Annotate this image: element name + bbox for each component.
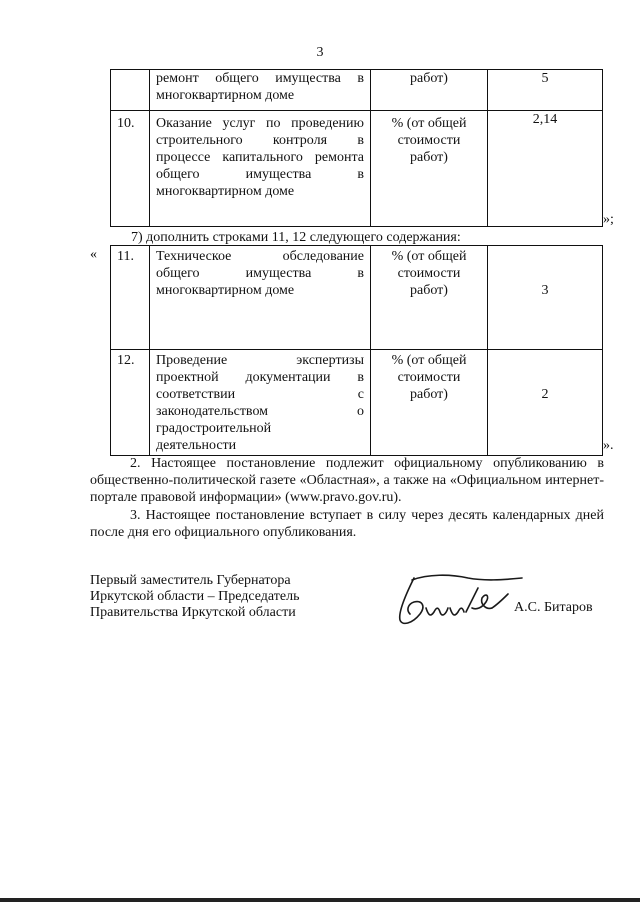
paragraph-2 [90,455,604,506]
unit-line: стоимости [397,133,461,148]
row-unit [371,70,488,111]
signatory-title-line: Иркутской области – Председатель [90,589,300,604]
table-row [111,246,603,350]
row-name [150,70,371,111]
signatory-name: А.С. Битаров [514,600,593,615]
name-line: многоквартирном доме [156,88,295,103]
name-line: проектной документации в [156,370,364,385]
closing-quote: ». [603,438,614,453]
rates-table-new-rows [110,245,603,456]
unit-line: стоимости [397,266,461,281]
name-line: Оказание услуг по проведению [156,116,364,131]
name-line: соответствии с [156,387,364,402]
paragraph-3 [90,507,604,541]
name-line: ремонт общего имущества в [156,71,364,86]
name-line: законодательством о [156,404,364,419]
row-number: 10. [111,111,150,227]
table-row [111,350,603,456]
name-line: многоквартирном доме [156,184,295,199]
page-bottom-edge [0,898,640,902]
name-line: градостроительной [156,421,272,436]
row-value: 3 [488,246,603,350]
row-number: 11. [111,246,150,350]
row-value: 2 [488,350,603,456]
row-value: 2,14 [488,111,603,227]
opening-quote: « [90,247,97,262]
row-name [150,246,371,350]
row-unit [371,350,488,456]
row-name [150,350,371,456]
name-line: строительного контроля в [156,133,364,148]
signatory-title-line: Первый заместитель Губернатора [90,573,291,588]
paragraph-3-text: 3. Настоящее постановление вступает в силу через десять календарных дней после дня его официального опубликования. [90,508,604,540]
unit-line: работ) [410,150,448,165]
unit-line: работ) [410,387,448,402]
unit-line: работ) [410,283,448,298]
name-line: общего имущества в [156,266,364,281]
unit-line: работ) [410,71,448,86]
name-line: процессе капитального ремонта [156,150,364,165]
handwritten-signature [392,568,532,630]
row-unit [371,111,488,227]
rates-table-continued [110,69,603,227]
unit-line: % (от общей [391,249,467,264]
name-line: деятельности [156,438,237,453]
row-name [150,111,371,227]
closing-quote: »; [603,212,614,227]
name-line: Техническое обследование [156,249,364,264]
name-line: многоквартирном доме [156,283,295,298]
signatory-title-line: Правительства Иркутской области [90,605,296,620]
table-row [111,111,603,227]
table-row [111,70,603,111]
row-unit [371,246,488,350]
unit-line: стоимости [397,370,461,385]
name-line: общего имущества в [156,167,364,182]
page-number: 3 [316,45,324,60]
item-7-text: 7) дополнить строками 11, 12 следующего содержания: [131,230,461,245]
row-value: 5 [488,70,603,111]
unit-line: % (от общей [391,116,467,131]
paragraph-2-text: 2. Настоящее постановление подлежит официальному опубликованию в общественно-политической газете «Областная», а также на «Официальном интернет-портале правовой информации» (www.pravo.gov.ru). [90,456,604,505]
signatory-title [90,573,299,621]
name-line: Проведение экспертизы [156,353,364,368]
row-number [111,70,150,111]
row-number: 12. [111,350,150,456]
unit-line: % (от общей [391,353,467,368]
